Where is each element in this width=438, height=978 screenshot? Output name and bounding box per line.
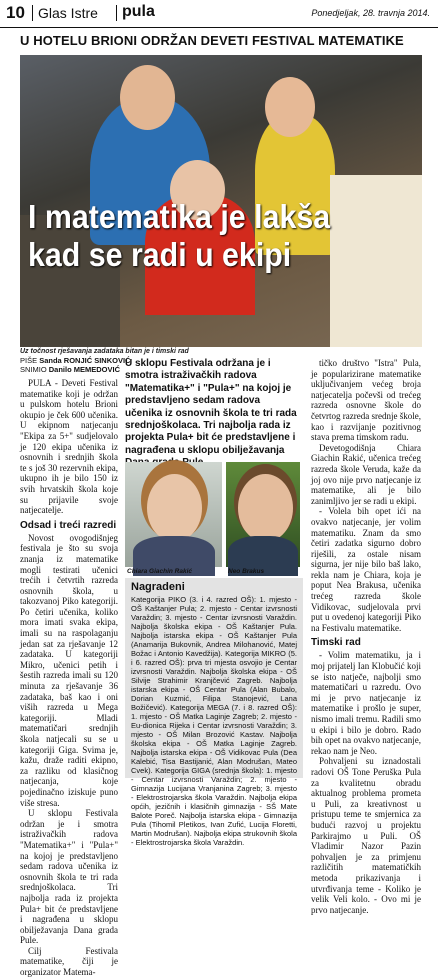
header-divider — [116, 5, 117, 21]
byline: PIŠE Sanda RONJIĆ SINKOVIĆ SNIMIO Danilo MEMEDOVIĆ — [20, 356, 131, 374]
article-headline — [28, 198, 387, 274]
awards-box — [125, 578, 303, 847]
photographer-name: Danilo MEMEDOVIĆ — [48, 365, 121, 374]
issue-date: Ponedjeljak, 28. travnja 2014. — [311, 8, 430, 18]
portrait-neo — [226, 462, 300, 567]
article-column-1: PULA - Deveti Festival matematike koji je održan u pulskom hotelu Brioni okupio je ček 600 učenika. U ekipnom natjecanju "Ekipa za 5+" sudjelovalo je 120 ekipa učenika iz osnovnih i srednjih škola te s još 30 rezervnih ekipa, ukupno ih je bilo 150 iz svih hrvatskih škola koje su prijavile svoje natjecatelje. Odsad i treći razredi Novost ovogodišnjeg festivala je što su svoja znanja iz matematike mogli testirati učenici trećih i četvrtih razreda osnovnih škola, u takozvanoj Piko kategoriji. Po četiri učenika, koliko mora imati svaka ekipa, imali su na raspolaganju jedan sat za rješavanje 12 zadataka. U kategoriji Mikro, učenici petih i šestih razreda imali su 120 minuta za rješavanje 36 zadataka, baš kao i oni viših razreda u Mega kategoriji. Mladi matematičari srednjih škola natjecali su se u kategoriji Giga. Svima je, kažu, draže raditi ekipno, za razliku od klasičnog natjecanja, koje pojedinačno iziskuje puno više stresa. U sklopu Festivala održan je i smotra istraživačkih radova "Matematika+" i "Pula+" na kojoj je predstavljeno sedam radova učenika iz osnovnih škola te tri rada srednjoškolaca. Tri najbolja rada iz projekta Pula+ bit će predstavljene i nagrađena u sklopu obilježavanja Dana grada Pule. Cilj Festivala matematike, čiji je organizator Matema- — [20, 378, 118, 978]
publication-name: Glas Istre — [38, 5, 98, 21]
headline-line-1: I matematika je lakša — [28, 198, 331, 235]
article-kicker: U HOTELU BRIONI ODRŽAN DEVETI FESTIVAL MATEMATIKE — [20, 33, 404, 48]
portrait-caption: Chiara Giachin Rakić — [127, 568, 193, 575]
main-photo-caption: Uz točnost rješavanja zadataka bitan je i timski rad — [20, 348, 189, 355]
writer-name: Sanda RONJIĆ SINKOVIĆ — [39, 356, 131, 365]
article-column-3: tičko društvo "Istra" Pula, je popularizirane matematike uključivanjem većeg broja natjecatelja počevši od trećeg razreda osnovne škole do četvrtog razreda srednje škole, kao i razvijanje pozitivnog stava prema timskom radu. Devetogodišnja Chiara Giachin Rakić, učenica trećeg razreda škole Veruda, kaže da joj ovo nije prvo natjecanje iz matematike, ali je bilo zanimljivo jer se radi u ekipi. - Volela bih opet ići na ovakvo natjecanje, jer volim matematiku. Znam da smo četiri zadatka sigurno dobro riješili, za ostale nisam sigurna, jer nije bilo baš lako, rekla nam je Chiara, koja je poput Nea Brakusa, učenika trećeg razreda škole Vidikovac, sudjelovala prvi put u ovedenoj kategoriji Piko na Festivalu matematike. Timski rad - Volim matematiku, ja i moj prijatelj Ian Klobučić koji se isto natječe, najbolji smo matematičari u razredu. Ovo mi je prvo natjecanje iz matematike i prošlo je super, nismo imali tremu. Radili smo u ekipi i bilo je dobro. Rado bih opet na ovakvo natjecanje, rekao nam je Neo. Pohvaljeni su iznadostali radovi OŠ Tone Peruška Pula za kvalitetnu obradu aktualnog problema prometa u Puli, za kreativnost u pristupu teme te smjernica za budući razvoj u projektu Parkirajmo u Puli. OŠ Vladimir Nazor Pazin pohvaljen je za primjenu različitih matematičkih metoda prikazivanja i utvrđivanja teme - Koliko je velik Veli kolo. - Ovo mi je prvo natjecanje. — [311, 358, 421, 915]
portrait-chiara — [125, 462, 222, 567]
portrait-caption: Neo Brakus — [228, 568, 265, 575]
subheading: Odsad i treći razredi — [20, 519, 117, 531]
subheading: Timski rad — [311, 637, 361, 649]
section-name: pula — [122, 3, 155, 20]
page-number: 10 — [6, 3, 25, 22]
article-lead: U sklopu Festivala održana je i smotra istraživačkih radova "Matematika+" i "Pula+" na kojoj je predstavljeno sedam radova učenika iz osnovnih škola te tri rada srednjoškolaca. Tri najbolja rada iz projekta Pula+ bit će predstavljene i nagrađena u sklopu obilježavanja — [125, 358, 297, 456]
header-divider — [32, 5, 33, 21]
awards-text: Kategorija PIKO (3. i 4. razred OŠ): 1. mjesto - OŠ Kaštanjer Pula; 2. mjesto - Centar izvrsnosti Varaždin; 3. mjesto - Centar izvrsnosti Varaždin. Najbolja školska ekipa - OŠ Kaštanjer Pula. Najbolja istarska ekipa - OŠ Kaštanjer Pula (Anamarija Bukovnik, Andrea Milohanović, Matej Božac i Antonio Kavedžija). Kategorija MIKRO (5. i 6. razred OŠ): prva tri mjesta osvojio je Centar izvrsnosti Varaždin. Najbolja školska ekipa - OŠ Silvije Strahimir Kranjčević Zagreb. Najbolja istarska ekipa - OŠ Centar Pula (Alan Bubalo, Dorian Kuzmić, Filipa Stanojević, Lana Božičević). Kategorija MEGA (7. i 8. razred OŠ): 1. mjesto - OŠ Matka Laginje Zagreb; 2. mjesto - Eu-dionica Rijeka i Centar izvrsnosti Varaždin; 3. mjesto - OŠ Milan Brozović Kastav. Najbolja školska ekipa - OŠ Matka Laginje Zagreb. Najbolja istarska ekipa - OŠ Vidikovac Pula (Dea Kalebić, Tisa Bastijanić, Alan Modrušan, Mateo Cvek). Kategorija GIGA (srednja škola): 1. mjesto - Centar izvrsnosti Varaždin; 2. mjesto - Gimnazija Lucijana Vranjanina Zagreb; 3. mjesto - Elektrostrojarska škola Varaždin. Najbolja ekipa općih, jezičnih i klasičnih gimnazija - SŠ Mate Balote Poreč. Najbolja istarska ekipa - Gimnazija Pula (Tihomil Pletikos, Ivan Zufić, Lucija Floretti, Martin Modrušan). Najbolja ekipa strukovnih škola - Elektrostrojarska škola Varaždin. — [131, 595, 297, 847]
awards-title: Nagradeni — [131, 581, 185, 593]
headline-line-2: kad se radi u ekipi — [28, 236, 292, 273]
page-header — [0, 0, 438, 28]
